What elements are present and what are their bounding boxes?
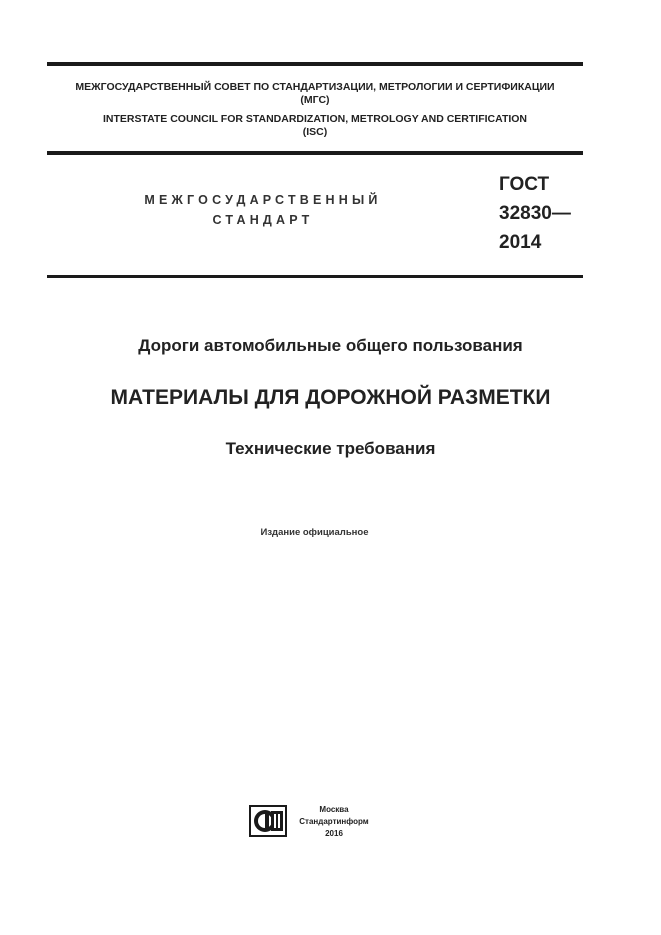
bottom-rule — [47, 275, 583, 278]
gost-year: 2014 — [499, 232, 542, 253]
top-rule — [47, 62, 583, 66]
council-name-en — [47, 113, 583, 139]
document-subtitle: Технические требования — [225, 439, 436, 458]
gost-number: 32830— — [499, 203, 571, 224]
standartinform-logo-icon — [249, 805, 287, 837]
council-name-ru-line1: МЕЖГОСУДАРСТВЕННЫЙ СОВЕТ ПО СТАНДАРТИЗАЦИИ, МЕТРОЛОГИИ И СЕРТИФИКАЦИИ — [75, 81, 555, 93]
council-abbr-ru: (МГС) — [300, 94, 330, 106]
middle-rule — [47, 151, 583, 155]
council-name-en-line1: INTERSTATE COUNCIL FOR STANDARDIZATION, METROLOGY AND CERTIFICATION — [102, 113, 528, 125]
edition-label: Издание официальное — [260, 527, 369, 538]
publisher-info — [292, 804, 376, 840]
standard-type-line1: МЕЖГОСУДАРСТВЕННЫЙ — [144, 193, 382, 207]
standard-type-line2: СТАНДАРТ — [212, 213, 314, 227]
council-abbr-en: (ISC) — [302, 126, 328, 138]
publisher-city: Москва — [319, 805, 349, 814]
council-name-ru — [47, 81, 583, 107]
document-title: МАТЕРИАЛЫ ДЛЯ ДОРОЖНОЙ РАЗМЕТКИ — [110, 386, 551, 409]
gost-label: ГОСТ — [499, 174, 550, 195]
document-subject: Дороги автомобильные общего пользования — [138, 336, 523, 355]
publisher-year: 2016 — [325, 829, 343, 838]
publisher-name: Стандартинформ — [299, 817, 369, 826]
gost-designation — [499, 170, 571, 257]
